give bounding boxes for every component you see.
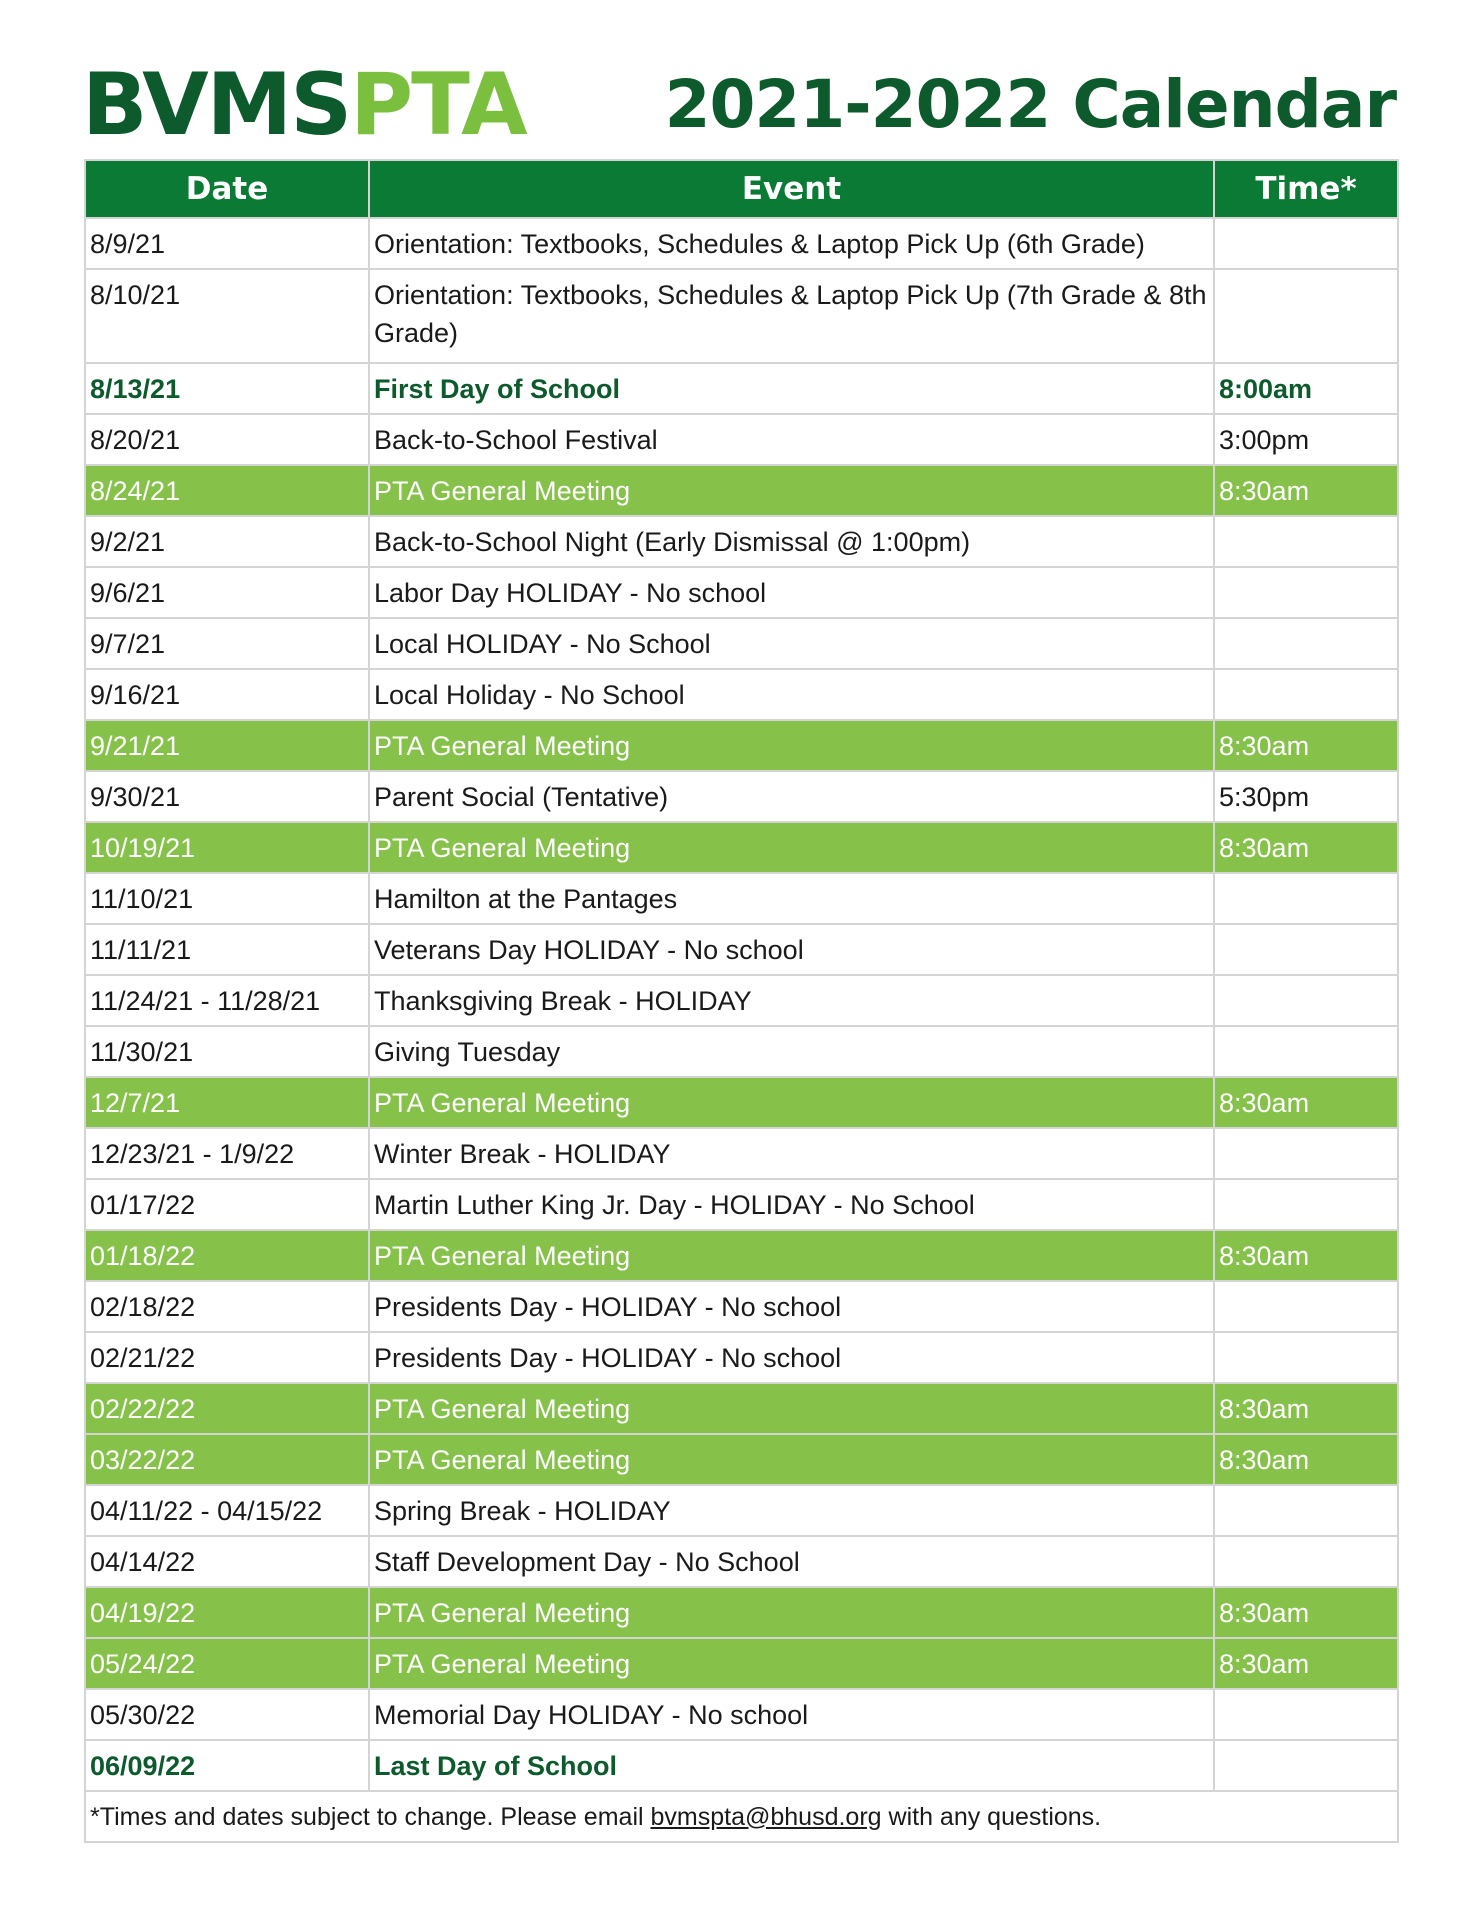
date-cell: 8/13/21 (85, 363, 369, 414)
time-cell (1214, 924, 1398, 975)
event-cell: PTA General Meeting (369, 1587, 1214, 1638)
date-cell: 9/16/21 (85, 669, 369, 720)
event-cell: First Day of School (369, 363, 1214, 414)
date-cell: 02/18/22 (85, 1281, 369, 1332)
table-row (85, 1383, 1398, 1434)
time-cell (1214, 1281, 1398, 1332)
event-cell: Labor Day HOLIDAY - No school (369, 567, 1214, 618)
table-row (85, 924, 1398, 975)
event-cell: Spring Break - HOLIDAY (369, 1485, 1214, 1536)
time-cell (1214, 1485, 1398, 1536)
event-cell: PTA General Meeting (369, 1434, 1214, 1485)
logo-bvms: BVMS (82, 55, 351, 155)
date-cell: 11/30/21 (85, 1026, 369, 1077)
date-cell: 03/22/22 (85, 1434, 369, 1485)
event-cell: Last Day of School (369, 1740, 1214, 1791)
date-cell: 8/10/21 (85, 269, 369, 363)
time-cell (1214, 1536, 1398, 1587)
event-cell: Orientation: Textbooks, Schedules & Laptop Pick Up (6th Grade) (369, 218, 1214, 269)
table-row (85, 1332, 1398, 1383)
time-cell (1214, 1740, 1398, 1791)
event-cell: Local HOLIDAY - No School (369, 618, 1214, 669)
time-cell: 8:30am (1214, 720, 1398, 771)
date-cell: 9/2/21 (85, 516, 369, 567)
event-cell: Presidents Day - HOLIDAY - No school (369, 1332, 1214, 1383)
footnote-suffix: with any questions. (881, 1802, 1102, 1831)
date-cell: 10/19/21 (85, 822, 369, 873)
table-row (85, 218, 1398, 269)
time-cell (1214, 1332, 1398, 1383)
time-cell (1214, 975, 1398, 1026)
date-cell: 11/10/21 (85, 873, 369, 924)
event-cell: Thanksgiving Break - HOLIDAY (369, 975, 1214, 1026)
footnote-row (85, 1791, 1398, 1842)
time-cell: 8:30am (1214, 1638, 1398, 1689)
table-header-row (85, 160, 1398, 218)
bvmspta-logo (82, 55, 526, 155)
column-header-event: Event (369, 160, 1214, 218)
table-row (85, 363, 1398, 414)
time-cell (1214, 618, 1398, 669)
table-row (85, 720, 1398, 771)
time-cell (1214, 1179, 1398, 1230)
table-row (85, 1281, 1398, 1332)
table-row (85, 414, 1398, 465)
page-title: 2021-2022 Calendar (664, 66, 1396, 143)
time-cell (1214, 516, 1398, 567)
event-cell: Memorial Day HOLIDAY - No school (369, 1689, 1214, 1740)
date-cell: 11/11/21 (85, 924, 369, 975)
time-cell (1214, 1689, 1398, 1740)
time-cell: 3:00pm (1214, 414, 1398, 465)
event-cell: Martin Luther King Jr. Day - HOLIDAY - No School (369, 1179, 1214, 1230)
event-cell: PTA General Meeting (369, 1077, 1214, 1128)
time-cell (1214, 669, 1398, 720)
event-cell: Giving Tuesday (369, 1026, 1214, 1077)
event-cell: Back-to-School Festival (369, 414, 1214, 465)
table-row (85, 1128, 1398, 1179)
table-row (85, 618, 1398, 669)
time-cell: 8:30am (1214, 1383, 1398, 1434)
table-row (85, 1434, 1398, 1485)
date-cell: 04/14/22 (85, 1536, 369, 1587)
time-cell: 8:30am (1214, 1077, 1398, 1128)
date-cell: 02/21/22 (85, 1332, 369, 1383)
time-cell: 8:30am (1214, 1434, 1398, 1485)
event-cell: PTA General Meeting (369, 1638, 1214, 1689)
date-cell: 9/30/21 (85, 771, 369, 822)
time-cell (1214, 873, 1398, 924)
event-cell: PTA General Meeting (369, 720, 1214, 771)
event-cell: Back-to-School Night (Early Dismissal @ 1:00pm) (369, 516, 1214, 567)
event-cell: Local Holiday - No School (369, 669, 1214, 720)
table-row (85, 269, 1398, 363)
date-cell: 12/7/21 (85, 1077, 369, 1128)
event-cell: Parent Social (Tentative) (369, 771, 1214, 822)
date-cell: 12/23/21 - 1/9/22 (85, 1128, 369, 1179)
time-cell: 8:30am (1214, 465, 1398, 516)
table-row (85, 1536, 1398, 1587)
event-cell: Presidents Day - HOLIDAY - No school (369, 1281, 1214, 1332)
table-row (85, 1740, 1398, 1791)
table-row (85, 567, 1398, 618)
time-cell (1214, 567, 1398, 618)
event-cell: PTA General Meeting (369, 1383, 1214, 1434)
event-cell: Winter Break - HOLIDAY (369, 1128, 1214, 1179)
footnote (85, 1791, 1398, 1842)
table-body (85, 218, 1398, 1791)
date-cell: 8/24/21 (85, 465, 369, 516)
date-cell: 06/09/22 (85, 1740, 369, 1791)
event-cell: Veterans Day HOLIDAY - No school (369, 924, 1214, 975)
table-row (85, 669, 1398, 720)
date-cell: 01/18/22 (85, 1230, 369, 1281)
event-cell: PTA General Meeting (369, 822, 1214, 873)
date-cell: 05/30/22 (85, 1689, 369, 1740)
date-cell: 8/9/21 (85, 218, 369, 269)
event-cell: PTA General Meeting (369, 1230, 1214, 1281)
column-header-date: Date (85, 160, 369, 218)
table-row (85, 873, 1398, 924)
time-cell: 5:30pm (1214, 771, 1398, 822)
date-cell: 8/20/21 (85, 414, 369, 465)
date-cell: 01/17/22 (85, 1179, 369, 1230)
table-row (85, 1689, 1398, 1740)
date-cell: 9/7/21 (85, 618, 369, 669)
date-cell: 02/22/22 (85, 1383, 369, 1434)
time-cell (1214, 218, 1398, 269)
table-row (85, 516, 1398, 567)
time-cell (1214, 1128, 1398, 1179)
time-cell: 8:30am (1214, 1230, 1398, 1281)
table-row (85, 465, 1398, 516)
date-cell: 04/19/22 (85, 1587, 369, 1638)
date-cell: 9/21/21 (85, 720, 369, 771)
date-cell: 11/24/21 - 11/28/21 (85, 975, 369, 1026)
event-cell: Orientation: Textbooks, Schedules & Laptop Pick Up (7th Grade & 8th Grade) (369, 269, 1214, 363)
email-link[interactable]: bvmspta@bhusd.org (650, 1802, 882, 1831)
date-cell: 04/11/22 - 04/15/22 (85, 1485, 369, 1536)
footnote-prefix: *Times and dates subject to change. Please email (90, 1802, 651, 1831)
table-row (85, 975, 1398, 1026)
table-row (85, 771, 1398, 822)
calendar-table (84, 159, 1399, 1843)
table-row (85, 1077, 1398, 1128)
table-row (85, 1230, 1398, 1281)
event-cell: Hamilton at the Pantages (369, 873, 1214, 924)
table-row (85, 1587, 1398, 1638)
event-cell: PTA General Meeting (369, 465, 1214, 516)
date-cell: 9/6/21 (85, 567, 369, 618)
table-row (85, 1179, 1398, 1230)
time-cell: 8:30am (1214, 1587, 1398, 1638)
event-cell: Staff Development Day - No School (369, 1536, 1214, 1587)
date-cell: 05/24/22 (85, 1638, 369, 1689)
time-cell: 8:00am (1214, 363, 1398, 414)
table-row (85, 1026, 1398, 1077)
table-row (85, 822, 1398, 873)
time-cell: 8:30am (1214, 822, 1398, 873)
column-header-time: Time* (1214, 160, 1398, 218)
time-cell (1214, 1026, 1398, 1077)
table-row (85, 1638, 1398, 1689)
table-row (85, 1485, 1398, 1536)
logo-pta: PTA (350, 55, 526, 155)
time-cell (1214, 269, 1398, 363)
